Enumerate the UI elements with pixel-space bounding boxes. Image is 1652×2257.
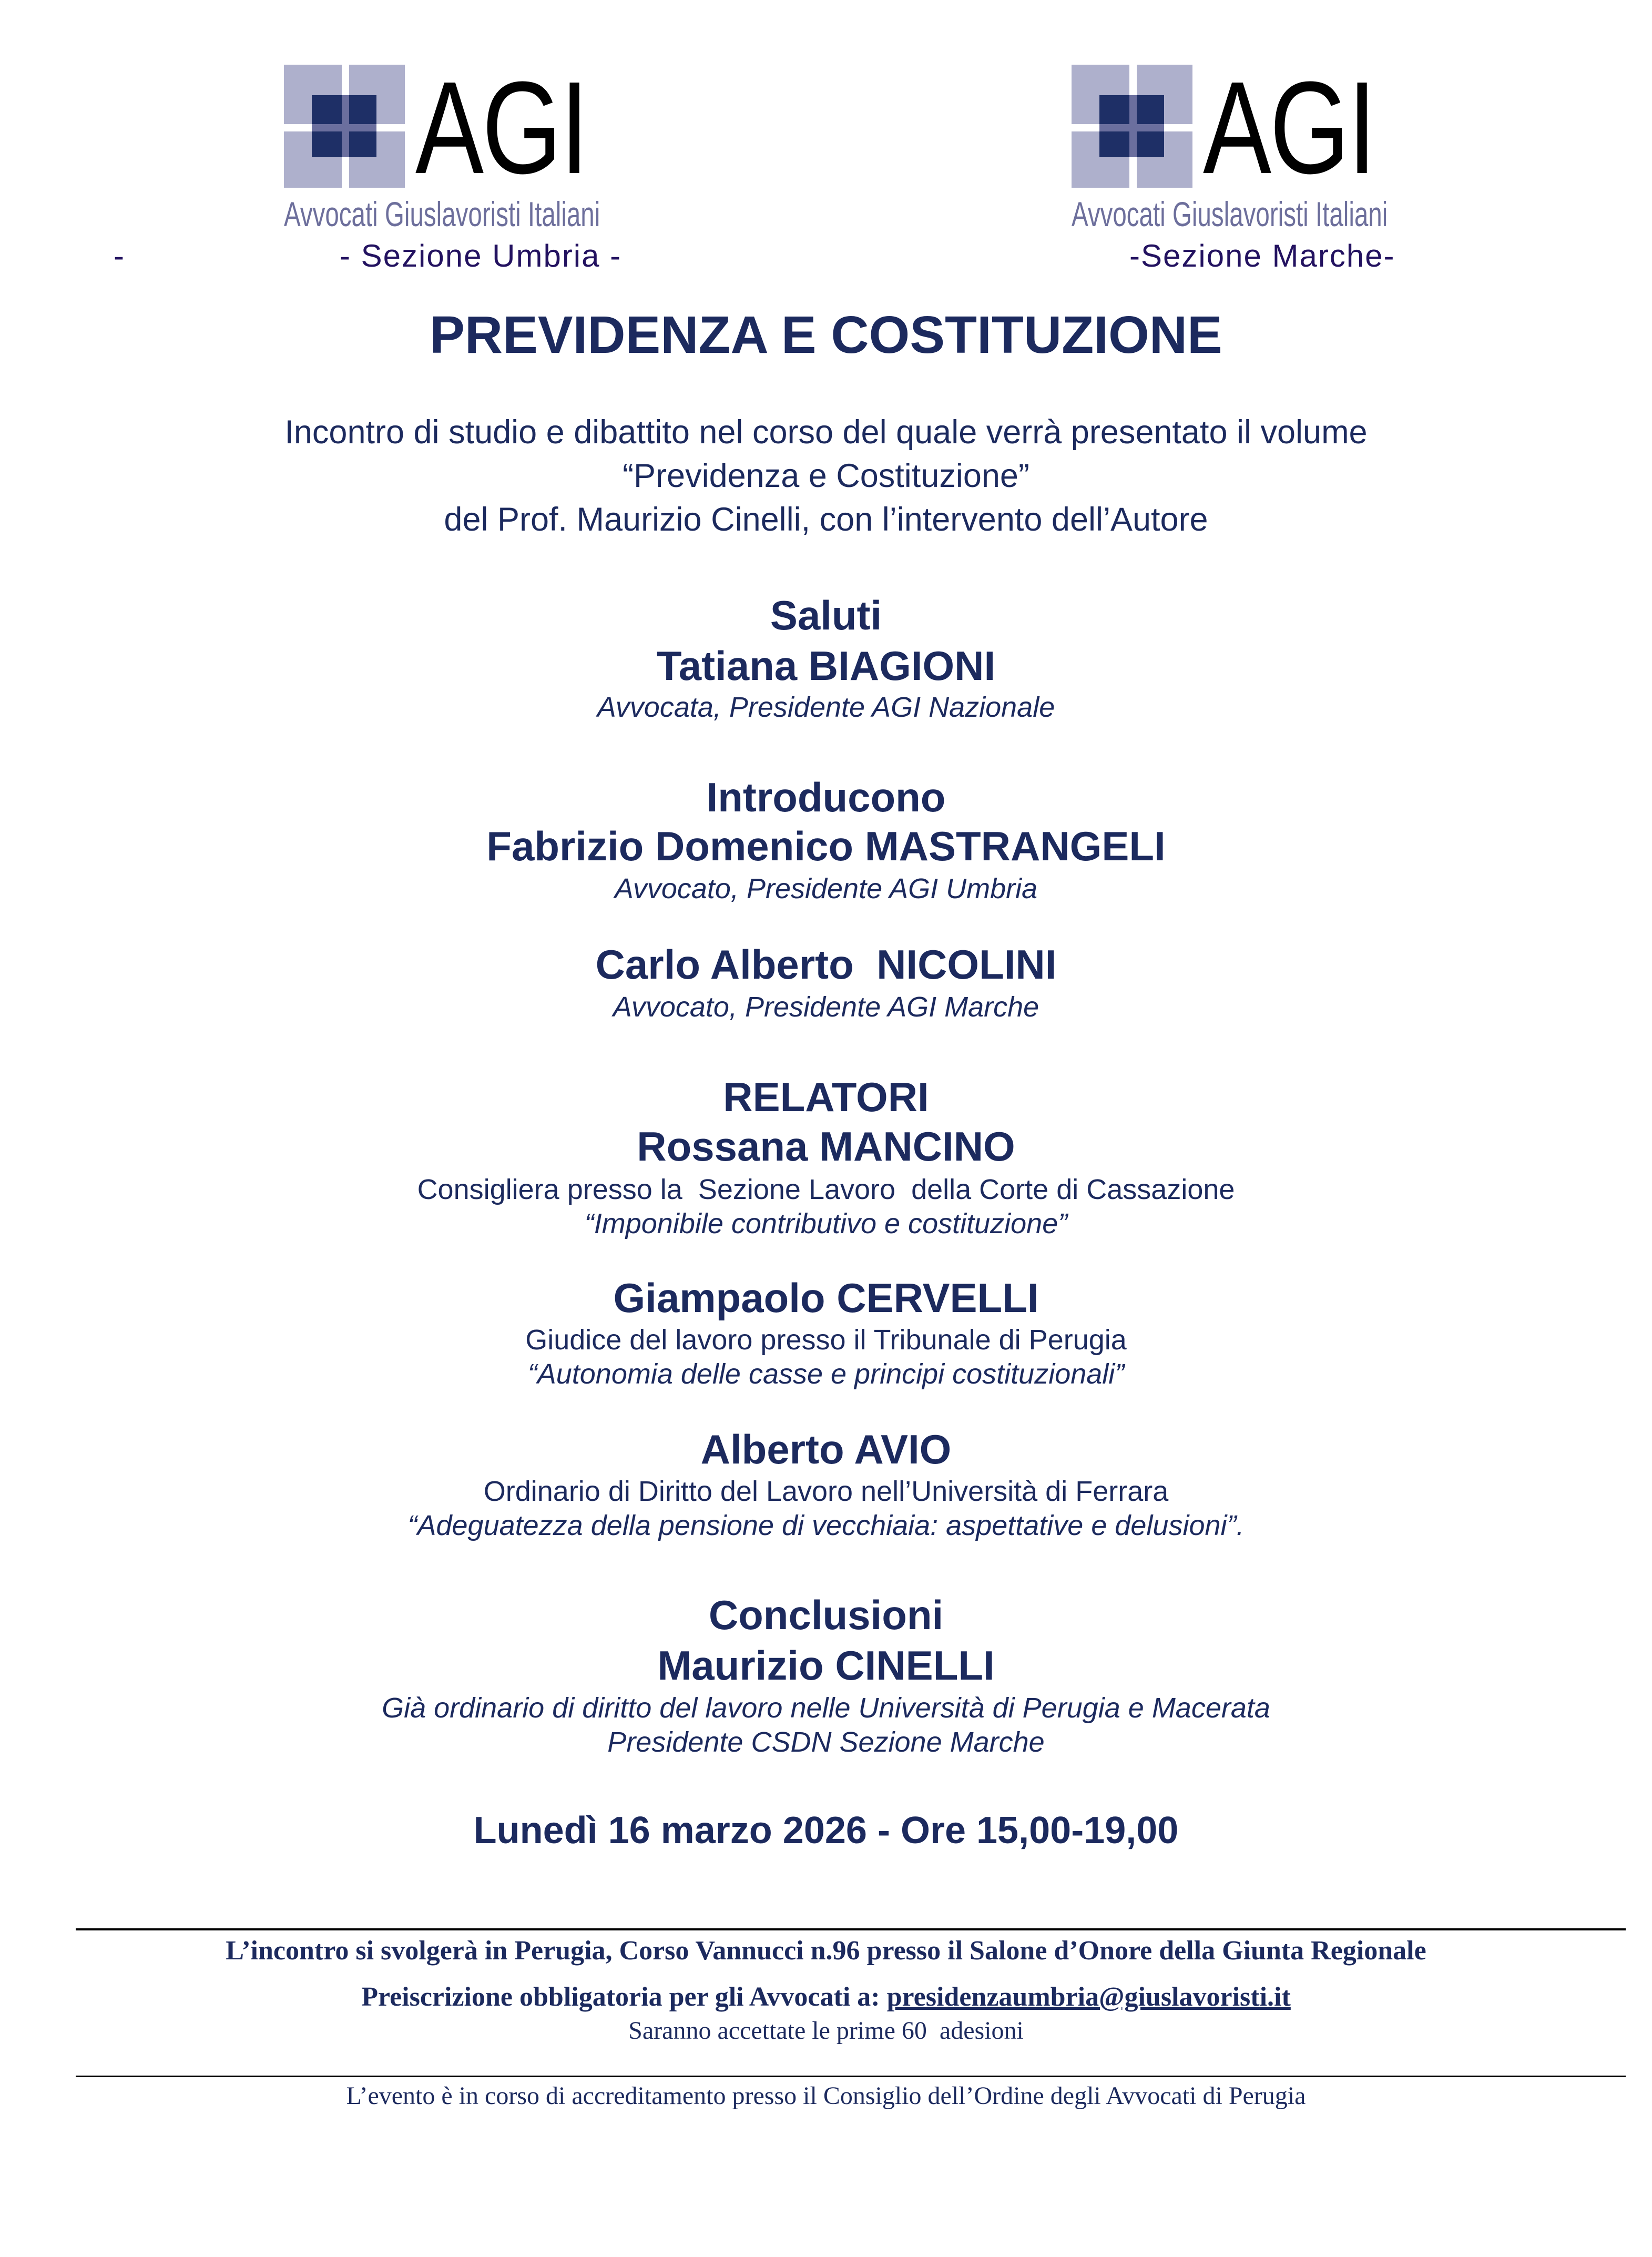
logo-subtitle: Avvocati Giuslavoristi Italiani: [284, 196, 600, 232]
section-umbria: - Sezione Umbria -: [340, 238, 622, 273]
speaker-role: Avvocato, Presidente AGI Marche: [613, 991, 1039, 1023]
speaker-name: Maurizio CINELLI: [657, 1642, 995, 1689]
divider: [76, 2076, 1626, 2077]
logo-subtitle-box: [1072, 196, 1461, 232]
registration-label: Preiscrizione obbligatoria per gli Avvocati a:: [361, 1982, 887, 2012]
section-heading-saluti: Saluti: [770, 592, 882, 638]
event-date-time: Lunedì 16 marzo 2026 - Ore 15,00-19,00: [473, 1809, 1179, 1852]
speaker-role: Già ordinario di diritto del lavoro nelle Università di Perugia e Macerata: [382, 1692, 1270, 1724]
speaker-role: Presidente CSDN Sezione Marche: [607, 1726, 1045, 1758]
capacity-note: Saranno accettate le prime 60 adesioni: [628, 2017, 1024, 2045]
talk-topic: “Adeguatezza della pensione di vecchiaia: aspettative e delusioni”.: [407, 1510, 1245, 1541]
section-heading-relatori: RELATORI: [723, 1074, 929, 1120]
logo-subtitle: Avvocati Giuslavoristi Italiani: [1072, 196, 1388, 232]
logo-wordmark-box: [415, 65, 668, 191]
speaker-role: Avvocato, Presidente AGI Umbria: [614, 873, 1038, 904]
divider: [76, 1928, 1626, 1930]
logo-wordmark: AGI: [1203, 65, 1375, 191]
talk-topic: “Autonomia delle casse e principi costituzionali”: [527, 1358, 1125, 1390]
section-marche: -Sezione Marche-: [1129, 238, 1395, 273]
speaker-name: Giampaolo CERVELLI: [613, 1275, 1039, 1321]
logo-wordmark-box: [1203, 65, 1455, 191]
speaker-role: Ordinario di Diritto del Lavoro nell’Università di Ferrara: [483, 1476, 1169, 1507]
page-title: PREVIDENZA E COSTITUZIONE: [430, 306, 1222, 364]
logo-wordmark: AGI: [415, 65, 587, 191]
section-heading-introducono: Introducono: [706, 774, 946, 820]
speaker-role: Consigliera presso la Sezione Lavoro della Corte di Cassazione: [417, 1174, 1235, 1205]
agi-marche-logo: [1072, 65, 1461, 191]
accreditation-note: L’evento è in corso di accreditamento presso il Consiglio dell’Ordine degli Avvocati di Perugia: [346, 2082, 1306, 2110]
talk-topic: “Imponibile contributivo e costituzione”: [584, 1208, 1068, 1239]
speaker-role: Giudice del lavoro presso il Tribunale di Perugia: [525, 1324, 1127, 1356]
speaker-name: Alberto AVIO: [700, 1426, 952, 1472]
speaker-name: Carlo Alberto NICOLINI: [595, 941, 1057, 988]
registration-line: [0, 1981, 1652, 2013]
speaker-name: Fabrizio Domenico MASTRANGELI: [486, 823, 1166, 869]
section-heading-conclusioni: Conclusioni: [708, 1592, 944, 1638]
speaker-role: Avvocata, Presidente AGI Nazionale: [597, 692, 1055, 723]
stray-dash: -: [114, 238, 125, 273]
venue-info: L’incontro si svolgerà in Perugia, Corso Vannucci n.96 presso il Salone d’Onore della Giunta Regionale: [226, 1936, 1426, 1966]
speaker-name: Tatiana BIAGIONI: [656, 643, 996, 689]
intro-line-1: Incontro di studio e dibattito nel corso del quale verrà presentato il volume: [284, 414, 1368, 451]
registration-email-link[interactable]: presidenzaumbria@giuslavoristi.it: [886, 1982, 1291, 2012]
intro-book-title: “Previdenza e Costituzione”: [623, 458, 1029, 494]
logo-subtitle-box: [284, 196, 673, 232]
agi-umbria-logo: [284, 65, 673, 191]
intro-line-3: del Prof. Maurizio Cinelli, con l’intervento dell’Autore: [444, 501, 1208, 538]
speaker-name: Rossana MANCINO: [637, 1123, 1015, 1170]
